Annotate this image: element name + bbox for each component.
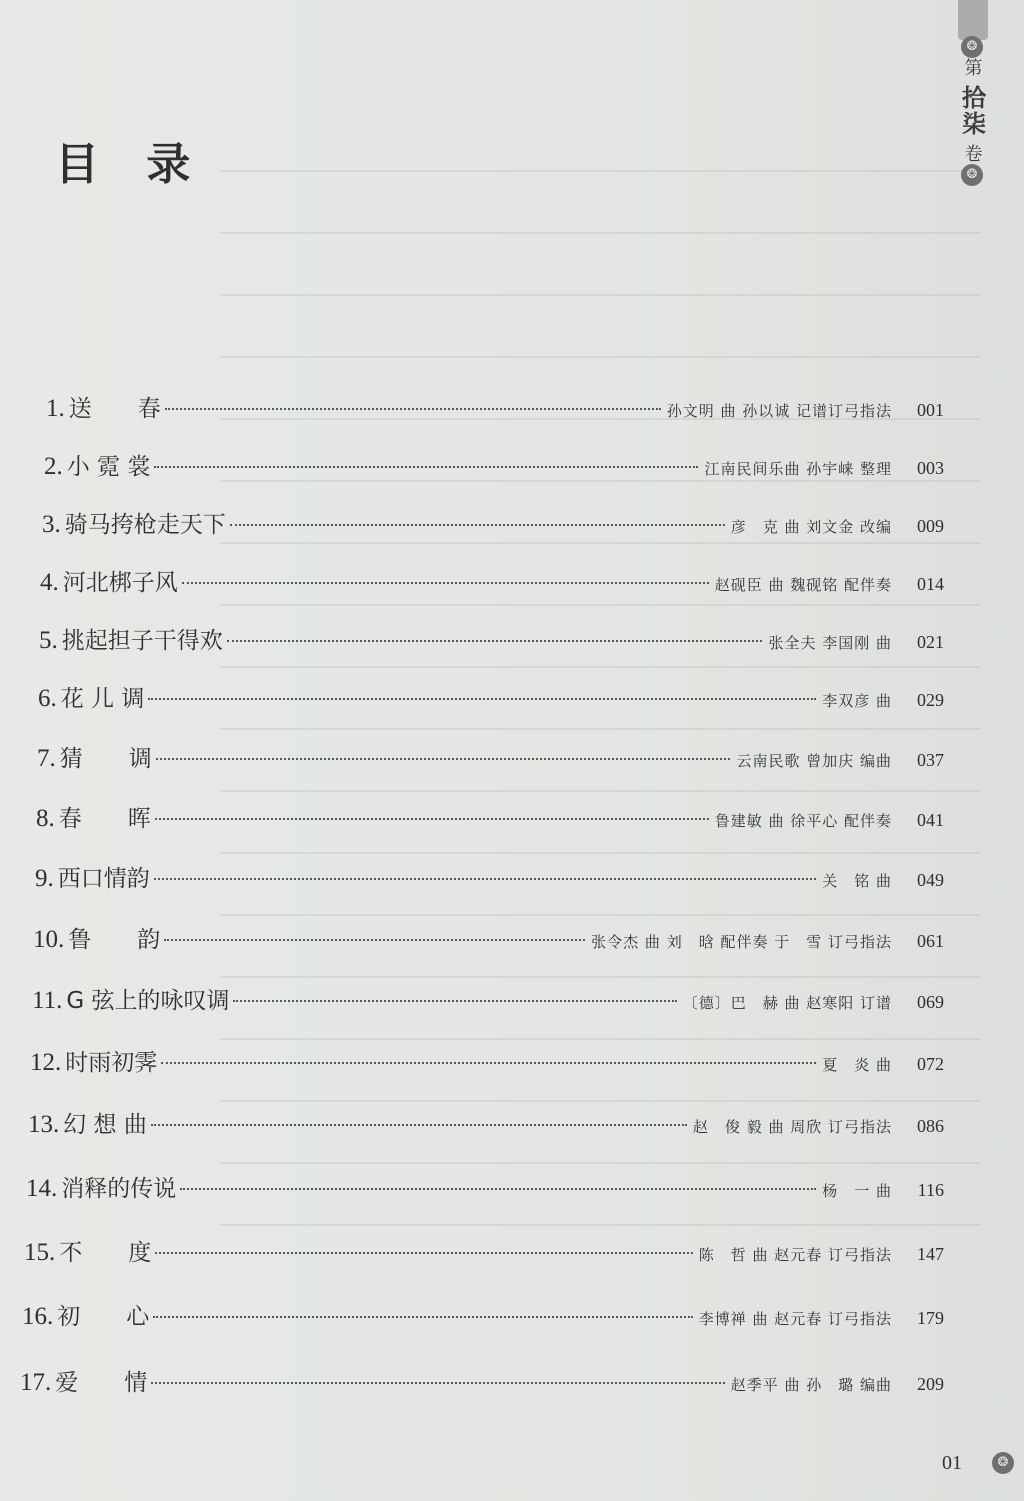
toc-entry-title: 消释的传说 xyxy=(61,1176,177,1202)
toc-entry-number: 13. xyxy=(28,1111,60,1138)
toc-entry-title: 小 霓 裳 xyxy=(66,454,151,480)
dot-leader xyxy=(161,1062,816,1064)
toc-entry-number: 10. xyxy=(33,926,65,953)
toc-entry[interactable] xyxy=(30,1044,944,1076)
toc-entry[interactable] xyxy=(24,1234,944,1266)
toc-entry-title: 挑起担子干得欢 xyxy=(61,628,223,654)
seal-icon: ❂ xyxy=(961,164,983,186)
toc-entry-title: 幻 想 曲 xyxy=(63,1112,147,1138)
toc-entry-credit: 云南民歌 曾加庆 编曲 xyxy=(736,752,892,770)
toc-entry-title: 猜 调 xyxy=(59,746,152,772)
toc-entry-page: 086 xyxy=(917,1116,944,1136)
toc-entry[interactable] xyxy=(36,800,944,832)
toc-entry-number: 11. xyxy=(32,987,63,1014)
toc-entry[interactable] xyxy=(42,506,944,538)
toc-entry-title: 花 儿 调 xyxy=(60,686,145,712)
toc-entry-title: 春 晖 xyxy=(58,806,151,832)
dot-leader xyxy=(227,640,763,642)
toc-entry[interactable] xyxy=(20,1364,944,1396)
toc-entry-number: 8. xyxy=(36,805,55,832)
toc-entry[interactable] xyxy=(37,740,944,772)
toc-entry-number: 1. xyxy=(46,395,65,422)
dot-leader xyxy=(182,582,709,584)
toc-entry-title: 鲁 韵 xyxy=(68,927,161,953)
toc-entry[interactable] xyxy=(28,1106,944,1138)
toc-entry-number: 15. xyxy=(24,1239,56,1266)
dot-leader xyxy=(233,1000,676,1002)
toc-entry-page: 009 xyxy=(917,516,944,536)
toc-entry-number: 5. xyxy=(39,627,58,654)
dot-leader xyxy=(156,758,731,760)
toc-entry-number: 17. xyxy=(20,1369,52,1396)
toc-entry-title: 初 心 xyxy=(57,1304,150,1330)
toc-entry-page: 072 xyxy=(917,1054,944,1074)
dot-leader xyxy=(154,878,816,880)
toc-entry-number: 9. xyxy=(35,865,54,892)
volume-mark xyxy=(950,36,994,186)
dot-leader xyxy=(180,1188,816,1190)
toc-entry-number: 3. xyxy=(42,511,61,538)
toc-entry[interactable] xyxy=(35,860,944,892)
toc-entry-page: 001 xyxy=(917,400,944,420)
page-number: 01 xyxy=(942,1452,962,1474)
toc-entry-credit: 夏 炎 曲 xyxy=(822,1056,892,1074)
dot-leader xyxy=(155,1252,692,1254)
toc-entry-page: 049 xyxy=(917,870,944,890)
dot-leader xyxy=(230,524,725,526)
page-title: 目 录 xyxy=(55,139,207,190)
dot-leader xyxy=(164,939,585,941)
toc-entry-credit: 彦 克 曲 刘文金 改编 xyxy=(730,518,892,536)
toc-entry-title: 西口情韵 xyxy=(57,866,150,892)
dot-leader xyxy=(154,466,698,468)
volume-side-tab xyxy=(958,0,988,40)
toc-entry-title: 不 度 xyxy=(59,1240,152,1266)
toc-entry-number: 16. xyxy=(22,1303,54,1330)
toc-entry-credit: 张全夫 李国刚 曲 xyxy=(768,634,892,652)
toc-entry-page: 061 xyxy=(917,931,944,951)
toc-entry[interactable] xyxy=(32,982,944,1014)
toc-entry-page: 003 xyxy=(917,458,944,478)
toc-entry-title: 爱 情 xyxy=(55,1370,148,1396)
toc-entry-title: 河北梆子风 xyxy=(62,570,178,596)
toc-entry-title: 送 春 xyxy=(68,396,161,422)
toc-entry-number: 14. xyxy=(26,1175,58,1202)
volume-prefix: 第 xyxy=(961,58,983,78)
toc-entry[interactable] xyxy=(40,564,944,596)
toc-entry-page: 029 xyxy=(917,690,944,710)
toc-entry-credit: 陈 哲 曲 赵元春 订弓指法 xyxy=(698,1246,892,1264)
toc-entry-title: 时雨初霁 xyxy=(65,1050,158,1076)
dot-leader xyxy=(148,698,816,700)
toc-entry[interactable] xyxy=(38,680,944,712)
dot-leader xyxy=(151,1124,687,1126)
toc-entry-credit: 李博禅 曲 赵元春 订弓指法 xyxy=(698,1310,892,1328)
toc-entry-number: 4. xyxy=(40,569,59,596)
toc-entry-page: 021 xyxy=(917,632,944,652)
toc-entry-credit: 鲁建敏 曲 徐平心 配伴奏 xyxy=(714,812,892,830)
toc-entry-page: 014 xyxy=(917,574,944,594)
toc-entry-number: 2. xyxy=(44,453,63,480)
toc-entry-number: 7. xyxy=(37,745,56,772)
toc-entry[interactable] xyxy=(46,390,944,422)
volume-suffix: 卷 xyxy=(961,144,983,165)
toc-entry-page: 209 xyxy=(917,1374,944,1394)
toc-entry-page: 179 xyxy=(917,1308,944,1328)
toc-entry-title: 骑马挎枪走天下 xyxy=(64,512,226,538)
toc-entry-number: 12. xyxy=(30,1049,62,1076)
toc-entry-credit: 关 铭 曲 xyxy=(822,872,892,890)
toc-entry-credit: 张令杰 曲 刘 晗 配伴奏 于 雪 订弓指法 xyxy=(591,933,892,951)
toc-entry-page: 147 xyxy=(917,1244,944,1264)
volume-number: 拾柒 xyxy=(957,85,987,138)
dot-leader xyxy=(151,1382,724,1384)
toc-entry-page: 041 xyxy=(917,810,944,830)
toc-entry-page: 037 xyxy=(917,750,944,770)
toc-entry-page: 069 xyxy=(917,992,944,1012)
seal-icon: ❂ xyxy=(961,36,983,58)
seal-icon: ❂ xyxy=(992,1452,1014,1474)
toc-entry-credit: 孙文明 曲 孙以诚 记谱订弓指法 xyxy=(666,402,892,420)
toc-entry[interactable] xyxy=(44,448,944,480)
toc-entry-number: 6. xyxy=(38,685,57,712)
dot-leader xyxy=(165,408,661,410)
toc-entry-credit: 赵季平 曲 孙 璐 编曲 xyxy=(730,1376,892,1394)
toc-entry-credit: 赵 俊 毅 曲 周欣 订弓指法 xyxy=(692,1118,892,1136)
volume-label xyxy=(955,58,990,164)
toc-entry-credit: 〔德〕巴 赫 曲 赵寒阳 订谱 xyxy=(682,994,892,1012)
toc-entry-credit: 赵砚臣 曲 魏砚铭 配伴奏 xyxy=(714,576,892,594)
toc-entry[interactable] xyxy=(26,1170,944,1202)
toc-entry[interactable] xyxy=(22,1298,944,1330)
dot-leader xyxy=(153,1316,692,1318)
toc-entry-title: G 弦上的咏叹调 xyxy=(66,988,230,1014)
toc-entry[interactable] xyxy=(33,921,944,953)
toc-entry-credit: 杨 一 曲 xyxy=(822,1182,892,1200)
dot-leader xyxy=(155,818,709,820)
toc-entry-credit: 江南民间乐曲 孙宇崃 整理 xyxy=(704,460,892,478)
toc-entry-credit: 李双彦 曲 xyxy=(822,692,892,710)
toc-entry-page: 116 xyxy=(917,1180,944,1200)
toc-entry[interactable] xyxy=(39,622,944,654)
